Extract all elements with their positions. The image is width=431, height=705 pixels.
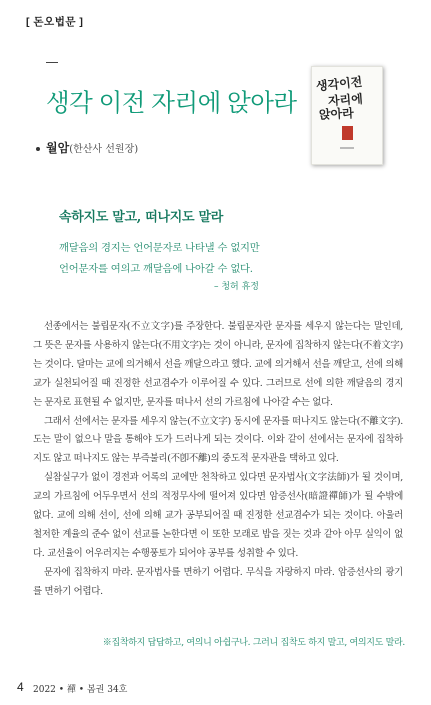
footnote: ※집착하지 답답하고, 여의니 아쉽구나. 그러니 집착도 하지 말고, 여의지도 말라. — [102, 638, 405, 648]
quote-line-1: 깨달음의 경지는 언어문자로 나타낼 수 없지만 — [59, 242, 260, 254]
publication-info: 2022 • 禪 • 봄권 34호 — [33, 685, 128, 695]
quote-line-2: 언어문자를 여의고 깨달음에 나아갈 수 없다. — [59, 263, 253, 275]
author-affiliation: (한산사 선원장) — [69, 144, 139, 155]
author-byline — [36, 139, 138, 156]
body-paragraph-3: 실참실구가 없이 경전과 어록의 교에만 천착하고 있다면 문자법사(文字法師)가 될 것이며, 교의 가르침에 어두우면서 선의 적정무사에 떨어져 있다면 암증선사(暗證禪師)가 될 수밖에 없다. 교에 의해 선이, 선에 의해 교가 공부되어질 때 진정한 선교겸수가 되는 것이다. 아울러 철저한 계율의 준수 없이 선교를 논한다면 이 또한 모래로 밥을 짓는 것과 같아 아무 실익이 없다. 교선율이 어우러지는 수행풍토가 되어야 공부를 성취할 수 있다. — [33, 472, 403, 559]
book-cover-image — [311, 66, 383, 165]
title-dash-divider — [46, 62, 58, 63]
body-paragraph-2: 그래서 선에서는 문자를 세우지 않는(不立文字) 동시에 문자를 떠나지도 않는다(不離文字). 도는 말이 없으나 말을 통해야 도가 드러나게 되는 것이다. 이와 같이 선에서는 문자에 집착하지도 않고 떠나지도 않는 부즉불리(不卽不離)의 중도적 문자관을 택하고 있다. — [33, 415, 403, 465]
epigraph-quote — [59, 238, 260, 280]
quote-source: – 청허 휴정 — [214, 282, 259, 292]
article-title: 생각 이전 자리에 앉아라 — [46, 90, 297, 117]
book-cover-line3: 앉아라 — [318, 106, 355, 122]
section-tag: [ 돈오법문 ] — [26, 16, 84, 28]
book-cover-line1: 생각이전 — [315, 74, 363, 94]
book-cover-line2: 자리에 — [327, 91, 364, 109]
article-body — [33, 318, 403, 602]
red-seal-stamp — [342, 126, 353, 140]
body-paragraph-1: 선종에서는 불립문자(不立文字)를 주장한다. 불립문자란 문자를 세우지 않는다는 말인데, 그 뜻은 문자를 사용하지 않는다(不用文字)는 것이 아니라, 문자에 집착하지 않는다(不着文字)는 것이다. 달마는 교에 의거해서 선을 깨달으라고 했다. 교에 의거해서 선을 깨닫고, 선에 의해 교가 실천되어질 때 진정한 선교겸수가 이루어질 수 있다. 그러므로 선에 의한 깨달음의 경지는 문자로 표현될 수 없지만, 문자를 떠나서 선의 가르침에 나아갈 수는 없다. — [33, 321, 403, 408]
author-name: 월암 — [46, 141, 70, 155]
page-number: 4 — [17, 680, 24, 694]
book-cover-publisher-mark — [340, 147, 354, 149]
article-subtitle: 속하지도 말고, 떠나지도 말라 — [59, 210, 223, 225]
body-paragraph-4: 문자에 집착하지 마라. 문자법사를 면하기 어렵다. 무식을 자랑하지 마라. 암증선사의 광기를 면하기 어렵다. — [33, 566, 403, 597]
bullet-icon — [36, 147, 40, 151]
